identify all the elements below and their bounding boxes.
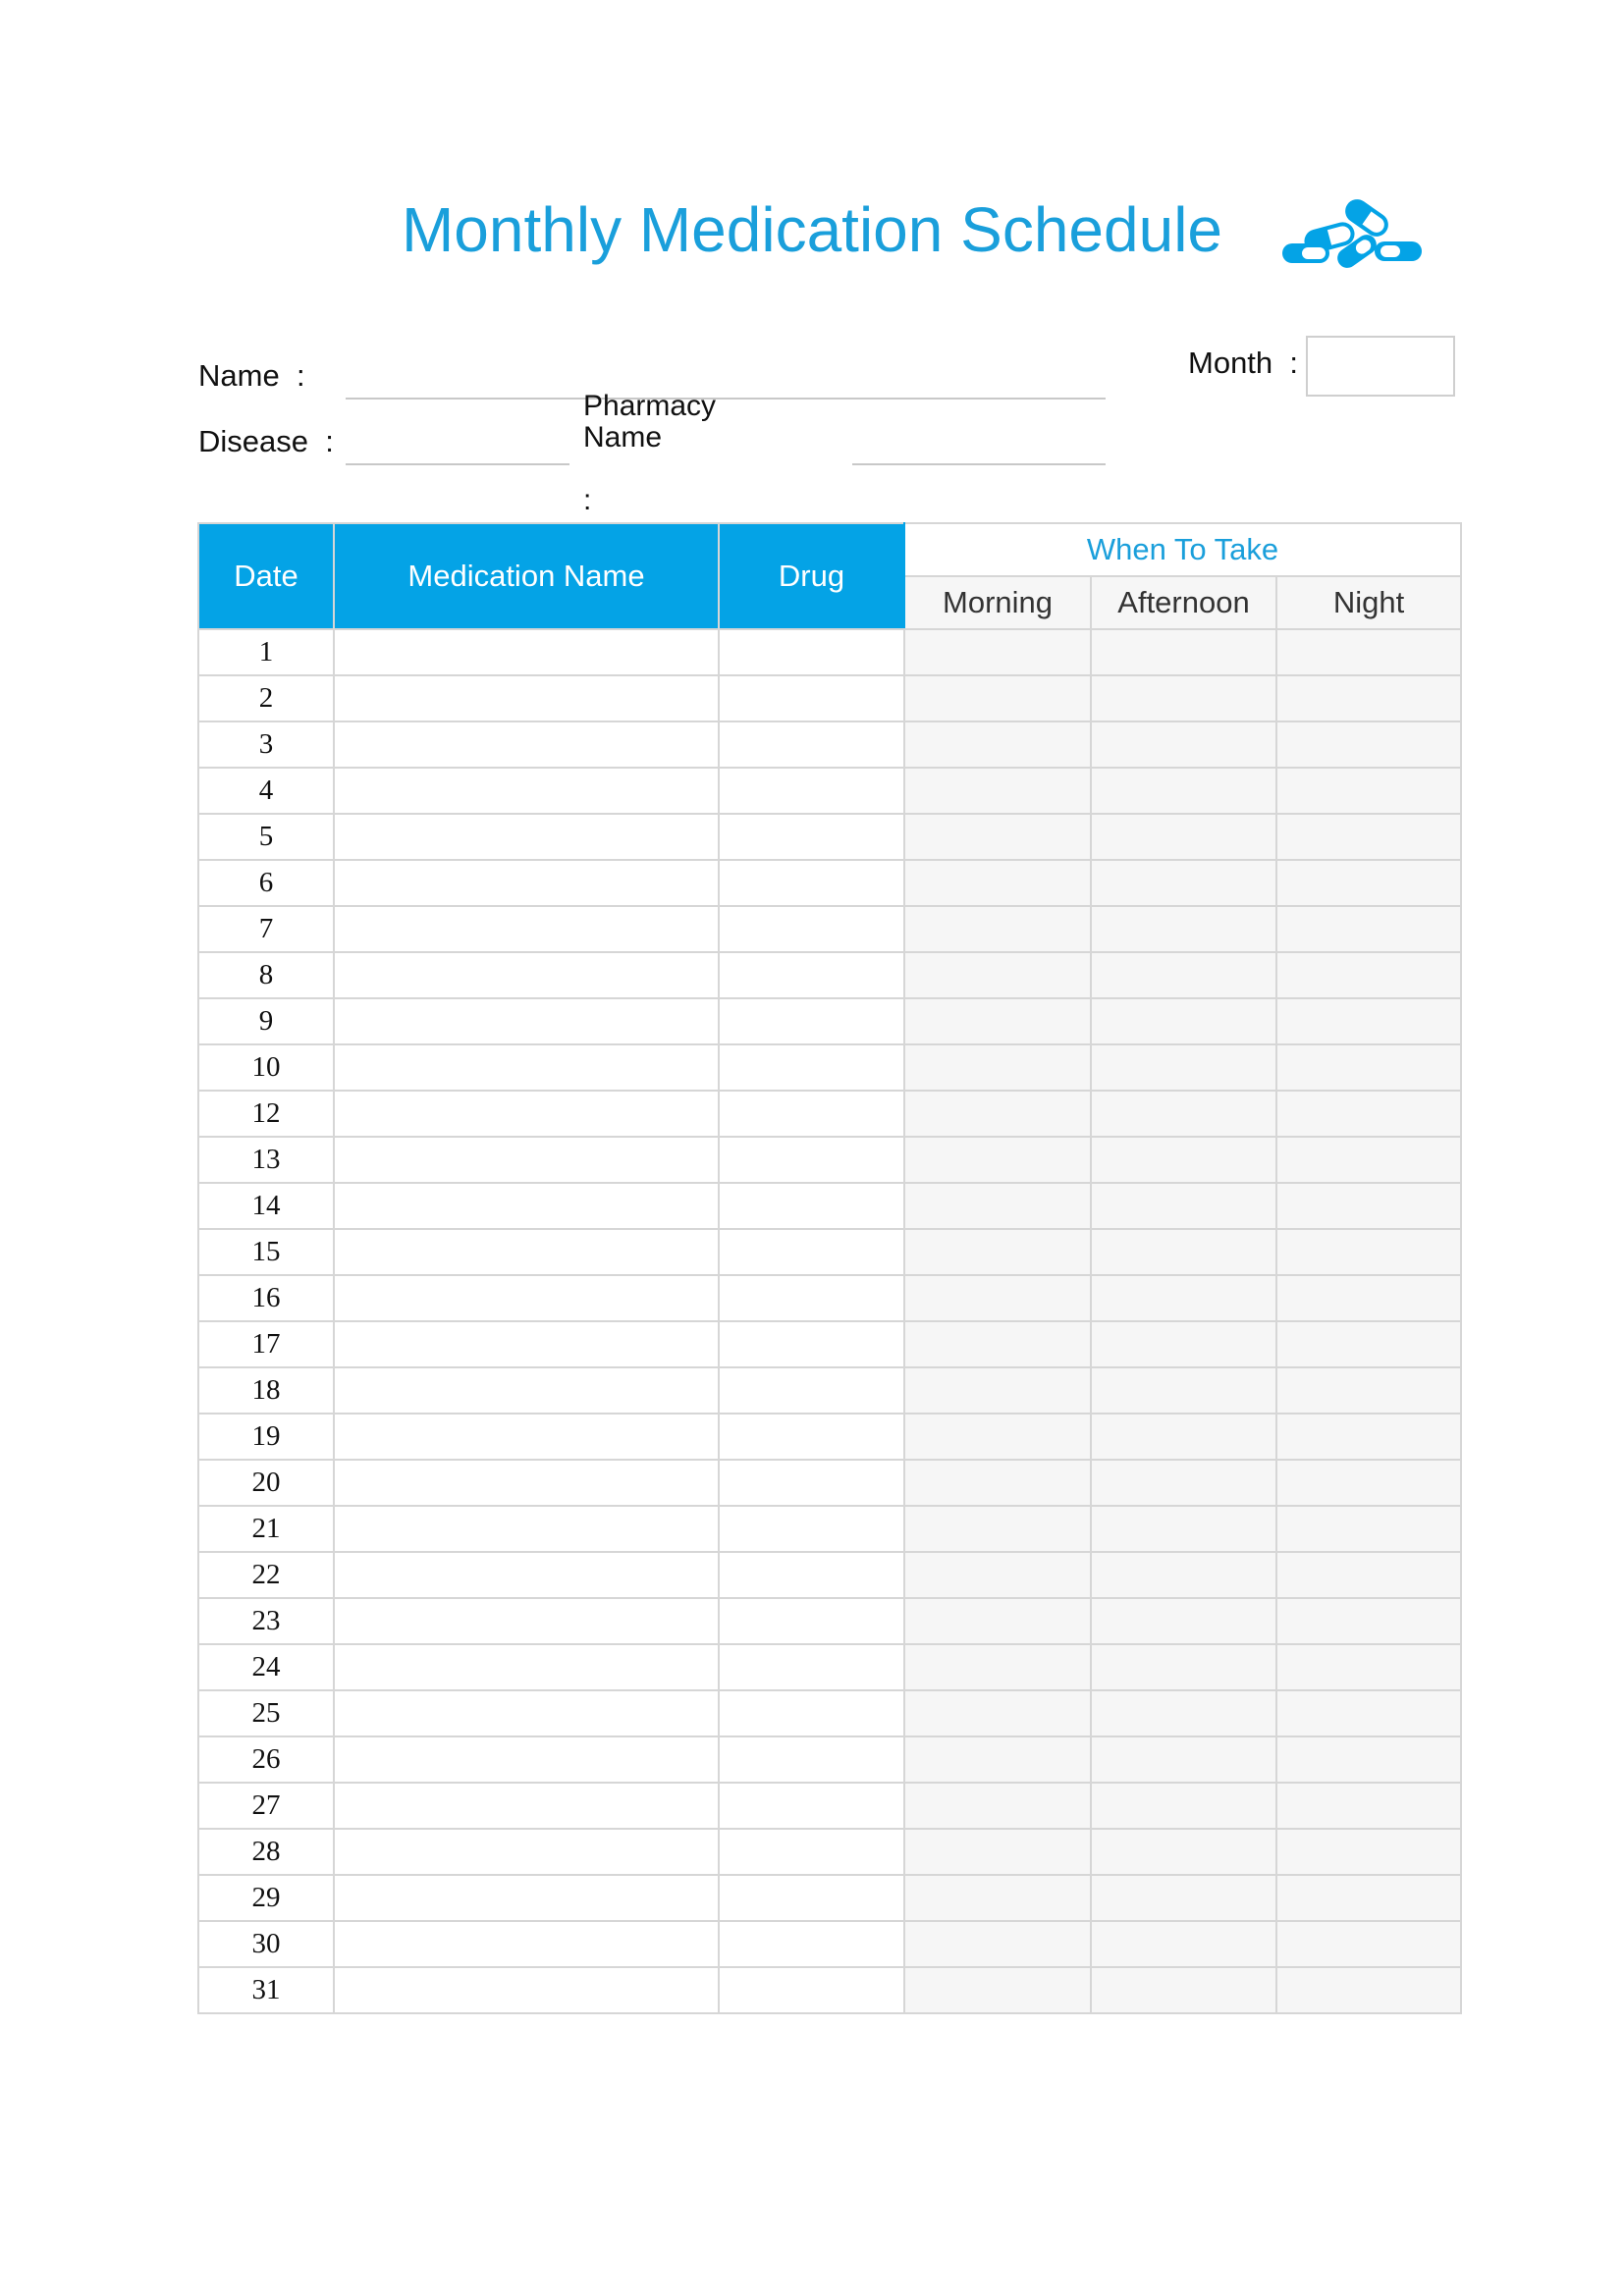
date-cell: 8: [198, 952, 334, 998]
medication-name-cell[interactable]: [334, 1137, 719, 1183]
morning-cell[interactable]: [904, 1506, 1091, 1552]
table-row: [198, 1552, 1461, 1598]
night-cell[interactable]: [1276, 906, 1461, 952]
disease-field[interactable]: [346, 463, 569, 465]
table-row: [198, 1321, 1461, 1367]
medication-name-cell[interactable]: [334, 721, 719, 768]
drug-cell[interactable]: [719, 1921, 904, 1967]
drug-cell[interactable]: [719, 1183, 904, 1229]
night-cell[interactable]: [1276, 1783, 1461, 1829]
medication-name-cell[interactable]: [334, 675, 719, 721]
afternoon-cell[interactable]: [1091, 1552, 1276, 1598]
afternoon-cell[interactable]: [1091, 906, 1276, 952]
medication-name-cell[interactable]: [334, 998, 719, 1044]
column-header-when-to-take: When To Take: [904, 523, 1461, 576]
morning-cell[interactable]: [904, 1460, 1091, 1506]
table-row: [198, 1875, 1461, 1921]
medication-name-cell[interactable]: [334, 860, 719, 906]
month-field[interactable]: [1306, 336, 1455, 397]
column-header-drug: Drug: [719, 523, 904, 629]
drug-cell[interactable]: [719, 1552, 904, 1598]
table-row: [198, 1967, 1461, 2013]
night-cell[interactable]: [1276, 952, 1461, 998]
morning-cell[interactable]: [904, 1829, 1091, 1875]
table-row: [198, 998, 1461, 1044]
morning-cell[interactable]: [904, 1229, 1091, 1275]
drug-cell[interactable]: [719, 814, 904, 860]
morning-cell[interactable]: [904, 952, 1091, 998]
drug-cell[interactable]: [719, 860, 904, 906]
medication-name-cell[interactable]: [334, 952, 719, 998]
date-cell: 28: [198, 1829, 334, 1875]
afternoon-cell[interactable]: [1091, 1783, 1276, 1829]
morning-cell[interactable]: [904, 1183, 1091, 1229]
drug-cell[interactable]: [719, 998, 904, 1044]
date-cell: 10: [198, 1044, 334, 1091]
table-row: [198, 860, 1461, 906]
morning-cell[interactable]: [904, 1921, 1091, 1967]
medication-name-cell[interactable]: [334, 1690, 719, 1736]
table-row: [198, 1598, 1461, 1644]
medication-name-cell[interactable]: [334, 1921, 719, 1967]
table-row: [198, 1644, 1461, 1690]
morning-cell[interactable]: [904, 906, 1091, 952]
table-row: [198, 1137, 1461, 1183]
night-cell[interactable]: [1276, 814, 1461, 860]
medication-name-cell[interactable]: [334, 629, 719, 675]
table-row: [198, 1275, 1461, 1321]
afternoon-cell[interactable]: [1091, 629, 1276, 675]
table-row: [198, 1783, 1461, 1829]
night-cell[interactable]: [1276, 675, 1461, 721]
morning-cell[interactable]: [904, 629, 1091, 675]
date-cell: 19: [198, 1414, 334, 1460]
date-cell: 18: [198, 1367, 334, 1414]
date-cell: 3: [198, 721, 334, 768]
medication-name-cell[interactable]: [334, 1967, 719, 2013]
table-row: [198, 768, 1461, 814]
morning-cell[interactable]: [904, 1275, 1091, 1321]
table-row: [198, 1506, 1461, 1552]
night-cell[interactable]: [1276, 1321, 1461, 1367]
date-cell: 31: [198, 1967, 334, 2013]
medication-name-cell[interactable]: [334, 1321, 719, 1367]
table-row: [198, 721, 1461, 768]
drug-cell[interactable]: [719, 1137, 904, 1183]
morning-cell[interactable]: [904, 998, 1091, 1044]
morning-cell[interactable]: [904, 1875, 1091, 1921]
date-cell: 6: [198, 860, 334, 906]
capsule-pills-icon: [1276, 196, 1424, 275]
medication-name-cell[interactable]: [334, 1644, 719, 1690]
date-cell: 5: [198, 814, 334, 860]
medication-name-cell[interactable]: [334, 1367, 719, 1414]
date-cell: 2: [198, 675, 334, 721]
pharmacy-name-field[interactable]: [852, 463, 1106, 465]
afternoon-cell[interactable]: [1091, 1875, 1276, 1921]
drug-cell[interactable]: [719, 1460, 904, 1506]
morning-cell[interactable]: [904, 1321, 1091, 1367]
drug-cell[interactable]: [719, 1229, 904, 1275]
night-cell[interactable]: [1276, 1229, 1461, 1275]
table-row: [198, 906, 1461, 952]
afternoon-cell[interactable]: [1091, 998, 1276, 1044]
night-cell[interactable]: [1276, 1552, 1461, 1598]
night-cell[interactable]: [1276, 998, 1461, 1044]
table-row: [198, 675, 1461, 721]
table-row: [198, 952, 1461, 998]
date-cell: 12: [198, 1091, 334, 1137]
afternoon-cell[interactable]: [1091, 1690, 1276, 1736]
afternoon-cell[interactable]: [1091, 814, 1276, 860]
night-cell[interactable]: [1276, 1736, 1461, 1783]
drug-cell[interactable]: [719, 1690, 904, 1736]
night-cell[interactable]: [1276, 1183, 1461, 1229]
drug-cell[interactable]: [719, 1736, 904, 1783]
morning-cell[interactable]: [904, 1690, 1091, 1736]
afternoon-cell[interactable]: [1091, 1598, 1276, 1644]
table-row: [198, 1183, 1461, 1229]
medication-name-cell[interactable]: [334, 814, 719, 860]
month-label: Month :: [1188, 346, 1299, 380]
date-cell: 14: [198, 1183, 334, 1229]
drug-cell[interactable]: [719, 1506, 904, 1552]
medication-name-cell[interactable]: [334, 1275, 719, 1321]
medication-name-cell[interactable]: [334, 1829, 719, 1875]
table-row: [198, 814, 1461, 860]
afternoon-cell[interactable]: [1091, 721, 1276, 768]
drug-cell[interactable]: [719, 768, 904, 814]
drug-cell[interactable]: [719, 1875, 904, 1921]
morning-cell[interactable]: [904, 1736, 1091, 1783]
afternoon-cell[interactable]: [1091, 1137, 1276, 1183]
date-cell: 20: [198, 1460, 334, 1506]
night-cell[interactable]: [1276, 1921, 1461, 1967]
drug-cell[interactable]: [719, 1644, 904, 1690]
table-row: [198, 1829, 1461, 1875]
drug-cell[interactable]: [719, 1275, 904, 1321]
night-cell[interactable]: [1276, 1460, 1461, 1506]
drug-cell[interactable]: [719, 1783, 904, 1829]
drug-cell[interactable]: [719, 675, 904, 721]
morning-cell[interactable]: [904, 1552, 1091, 1598]
morning-cell[interactable]: [904, 1414, 1091, 1460]
morning-cell[interactable]: [904, 860, 1091, 906]
afternoon-cell[interactable]: [1091, 1229, 1276, 1275]
date-cell: 22: [198, 1552, 334, 1598]
afternoon-cell[interactable]: [1091, 1321, 1276, 1367]
table-row: [198, 1736, 1461, 1783]
night-cell[interactable]: [1276, 1091, 1461, 1137]
column-header-medication-name: Medication Name: [334, 523, 719, 629]
afternoon-cell[interactable]: [1091, 1460, 1276, 1506]
morning-cell[interactable]: [904, 1644, 1091, 1690]
table-row: [198, 629, 1461, 675]
night-cell[interactable]: [1276, 1644, 1461, 1690]
drug-cell[interactable]: [719, 629, 904, 675]
medication-name-cell[interactable]: [334, 1044, 719, 1091]
date-cell: 25: [198, 1690, 334, 1736]
night-cell[interactable]: [1276, 1044, 1461, 1091]
table-row: [198, 1921, 1461, 1967]
morning-cell[interactable]: [904, 768, 1091, 814]
afternoon-cell[interactable]: [1091, 1091, 1276, 1137]
drug-cell[interactable]: [719, 1414, 904, 1460]
afternoon-cell[interactable]: [1091, 1367, 1276, 1414]
date-cell: 29: [198, 1875, 334, 1921]
afternoon-cell[interactable]: [1091, 1183, 1276, 1229]
night-cell[interactable]: [1276, 1690, 1461, 1736]
date-cell: 21: [198, 1506, 334, 1552]
name-field[interactable]: [346, 398, 1106, 400]
table-row: [198, 1460, 1461, 1506]
date-cell: 7: [198, 906, 334, 952]
afternoon-cell[interactable]: [1091, 1829, 1276, 1875]
medication-name-cell[interactable]: [334, 1229, 719, 1275]
medication-name-cell[interactable]: [334, 1875, 719, 1921]
drug-cell[interactable]: [719, 721, 904, 768]
afternoon-cell[interactable]: [1091, 952, 1276, 998]
table-row: [198, 1044, 1461, 1091]
column-header-night: Night: [1276, 576, 1461, 629]
drug-cell[interactable]: [719, 906, 904, 952]
drug-cell[interactable]: [719, 952, 904, 998]
afternoon-cell[interactable]: [1091, 1736, 1276, 1783]
medication-name-cell[interactable]: [334, 906, 719, 952]
column-header-afternoon: Afternoon: [1091, 576, 1276, 629]
night-cell[interactable]: [1276, 721, 1461, 768]
column-header-date: Date: [198, 523, 334, 629]
morning-cell[interactable]: [904, 814, 1091, 860]
medication-name-cell[interactable]: [334, 1552, 719, 1598]
afternoon-cell[interactable]: [1091, 1921, 1276, 1967]
date-cell: 23: [198, 1598, 334, 1644]
night-cell[interactable]: [1276, 1598, 1461, 1644]
medication-name-cell[interactable]: [334, 1783, 719, 1829]
afternoon-cell[interactable]: [1091, 860, 1276, 906]
morning-cell[interactable]: [904, 1137, 1091, 1183]
medication-name-cell[interactable]: [334, 1183, 719, 1229]
night-cell[interactable]: [1276, 1275, 1461, 1321]
night-cell[interactable]: [1276, 768, 1461, 814]
date-cell: 26: [198, 1736, 334, 1783]
night-cell[interactable]: [1276, 629, 1461, 675]
night-cell[interactable]: [1276, 1875, 1461, 1921]
drug-cell[interactable]: [719, 1367, 904, 1414]
date-cell: 17: [198, 1321, 334, 1367]
date-cell: 24: [198, 1644, 334, 1690]
medication-name-cell[interactable]: [334, 1414, 719, 1460]
table-row: [198, 1690, 1461, 1736]
morning-cell[interactable]: [904, 1598, 1091, 1644]
night-cell[interactable]: [1276, 1967, 1461, 2013]
night-cell[interactable]: [1276, 860, 1461, 906]
drug-cell[interactable]: [719, 1091, 904, 1137]
night-cell[interactable]: [1276, 1829, 1461, 1875]
page-title: Monthly Medication Schedule: [401, 194, 1223, 265]
medication-name-cell[interactable]: [334, 768, 719, 814]
date-cell: 13: [198, 1137, 334, 1183]
table-row: [198, 1367, 1461, 1414]
drug-cell[interactable]: [719, 1967, 904, 2013]
disease-label: Disease :: [198, 424, 334, 458]
afternoon-cell[interactable]: [1091, 1644, 1276, 1690]
medication-name-cell[interactable]: [334, 1506, 719, 1552]
night-cell[interactable]: [1276, 1367, 1461, 1414]
medication-name-cell[interactable]: [334, 1460, 719, 1506]
table-row: [198, 1229, 1461, 1275]
drug-cell[interactable]: [719, 1598, 904, 1644]
pharmacy-name-label: Pharmacy Name :: [583, 390, 717, 516]
morning-cell[interactable]: [904, 675, 1091, 721]
name-label: Name :: [198, 358, 305, 393]
night-cell[interactable]: [1276, 1137, 1461, 1183]
medication-name-cell[interactable]: [334, 1598, 719, 1644]
drug-cell[interactable]: [719, 1829, 904, 1875]
morning-cell[interactable]: [904, 1367, 1091, 1414]
night-cell[interactable]: [1276, 1506, 1461, 1552]
date-cell: 27: [198, 1783, 334, 1829]
date-cell: 30: [198, 1921, 334, 1967]
date-cell: 16: [198, 1275, 334, 1321]
afternoon-cell[interactable]: [1091, 1506, 1276, 1552]
date-cell: 15: [198, 1229, 334, 1275]
medication-name-cell[interactable]: [334, 1736, 719, 1783]
afternoon-cell[interactable]: [1091, 1044, 1276, 1091]
afternoon-cell[interactable]: [1091, 1275, 1276, 1321]
morning-cell[interactable]: [904, 721, 1091, 768]
morning-cell[interactable]: [904, 1967, 1091, 2013]
afternoon-cell[interactable]: [1091, 1414, 1276, 1460]
morning-cell[interactable]: [904, 1783, 1091, 1829]
morning-cell[interactable]: [904, 1044, 1091, 1091]
table-row: [198, 1091, 1461, 1137]
medication-name-cell[interactable]: [334, 1091, 719, 1137]
morning-cell[interactable]: [904, 1091, 1091, 1137]
afternoon-cell[interactable]: [1091, 1967, 1276, 2013]
date-cell: 1: [198, 629, 334, 675]
table-row: [198, 1414, 1461, 1460]
afternoon-cell[interactable]: [1091, 675, 1276, 721]
medication-schedule-table: [197, 522, 1462, 2014]
date-cell: 4: [198, 768, 334, 814]
date-cell: 9: [198, 998, 334, 1044]
night-cell[interactable]: [1276, 1414, 1461, 1460]
afternoon-cell[interactable]: [1091, 768, 1276, 814]
column-header-morning: Morning: [904, 576, 1091, 629]
drug-cell[interactable]: [719, 1321, 904, 1367]
drug-cell[interactable]: [719, 1044, 904, 1091]
